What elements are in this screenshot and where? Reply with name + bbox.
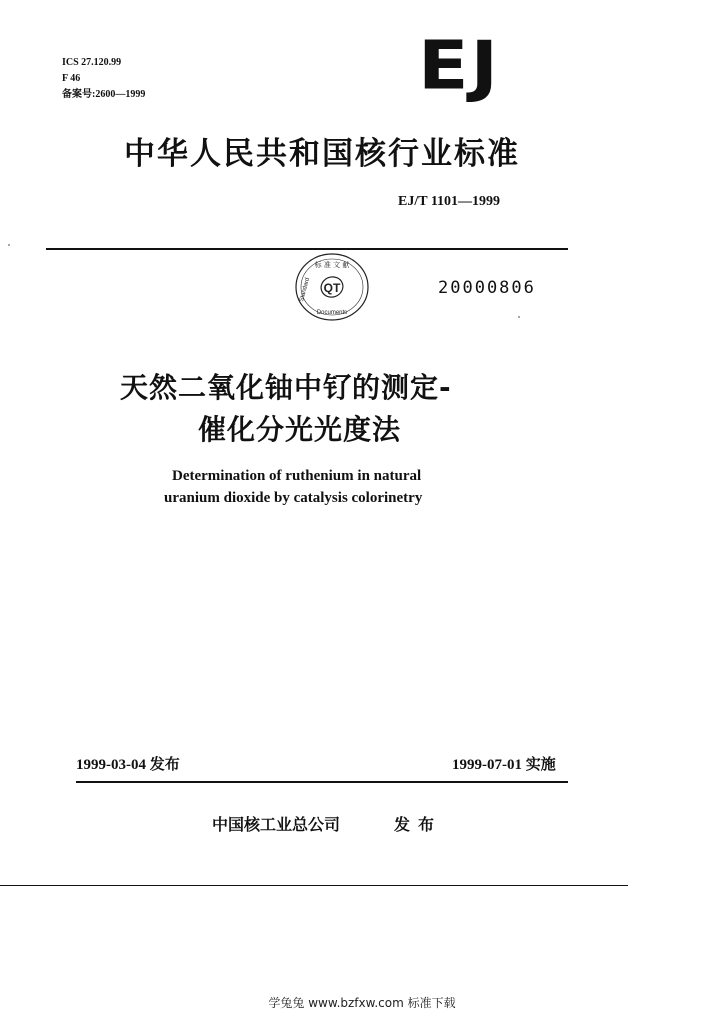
title-en-line-1: Determination of ruthenium in natural	[172, 468, 422, 484]
ics-code: ICS 27.120.99	[62, 57, 122, 68]
issuer-name: 中国核工业总公司	[212, 815, 341, 834]
title-cn-line-2: 催化分光光度法	[198, 413, 402, 446]
title-cn-line-1: 天然二氧化铀中钌的测定-	[120, 371, 452, 404]
scan-speck	[518, 316, 520, 318]
implementation-date: 1999-07-01 实施	[452, 757, 556, 773]
stamp-center: QT	[323, 281, 341, 295]
category-code: F 46	[62, 73, 81, 84]
organization-title: 中华人民共和国核行业标准	[124, 136, 520, 172]
stamp-top-text: 标 准 文 献	[314, 261, 350, 269]
issuer-verb: 发布	[394, 815, 443, 834]
scan-speck	[8, 244, 10, 246]
footer-watermark: 学兔兔 www.bzfxw.com 标准下载	[268, 996, 456, 1010]
issue-date: 1999-03-04 发布	[76, 757, 180, 773]
divider-bottom	[0, 885, 628, 886]
divider-top	[46, 248, 568, 250]
stamp-bottom-text: Documents	[316, 310, 348, 316]
record-number: 备案号:2600—1999	[62, 89, 146, 100]
ej-logo: EJ	[418, 27, 501, 105]
divider-middle	[76, 781, 568, 783]
standard-code: EJ/T 1101—1999	[398, 194, 501, 209]
library-stamp	[294, 252, 370, 322]
document-id: 20000806	[438, 278, 536, 298]
title-en-line-2: uranium dioxide by catalysis colorinetry	[164, 490, 423, 506]
stamp-side-text: Standard	[298, 277, 312, 303]
